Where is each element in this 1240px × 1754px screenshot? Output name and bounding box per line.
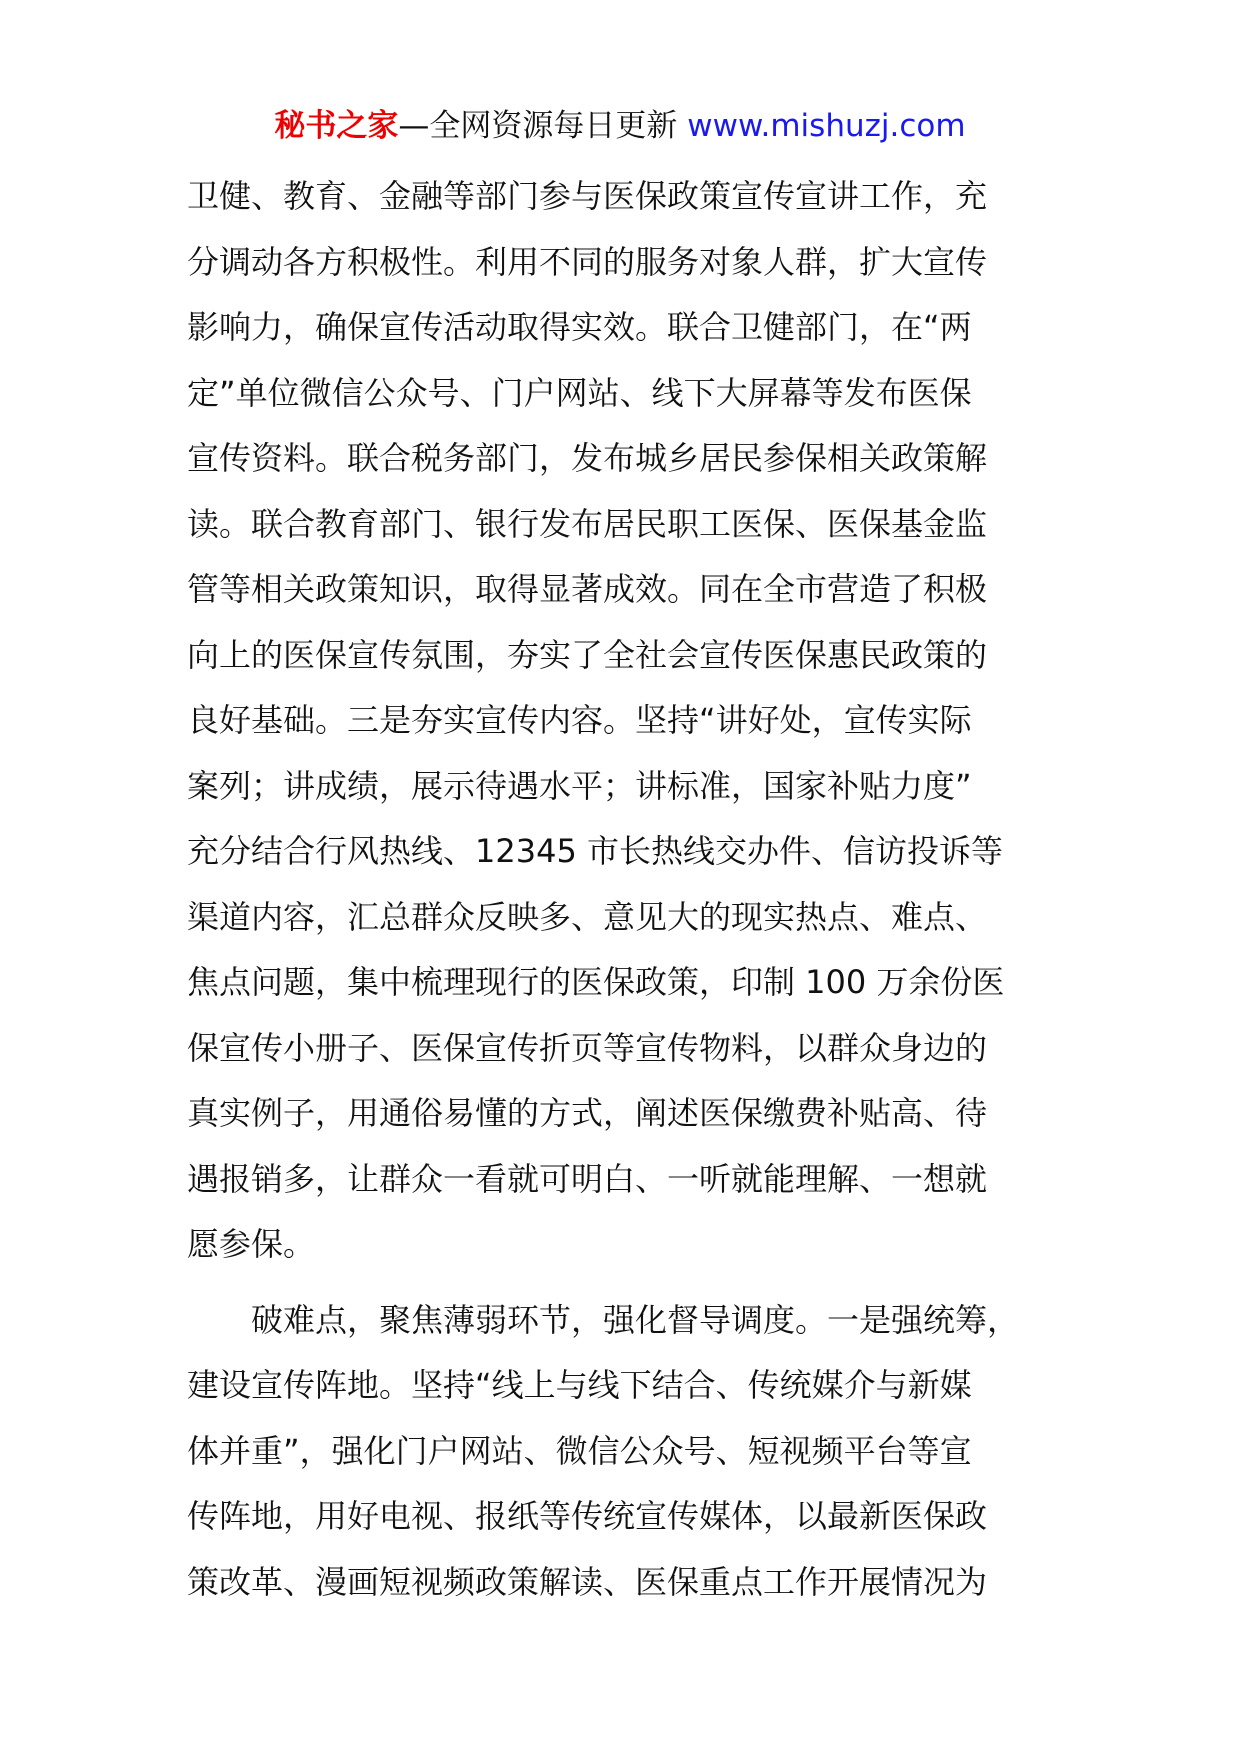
text-line: 读。联合教育部门、银行发布居民职工医保、医保基金监 <box>187 504 988 543</box>
text-line: 宣传资料。联合税务部门，发布城乡居民参保相关政策解 <box>187 439 988 477</box>
brand-name: 秘书之家 <box>274 108 399 144</box>
header-tagline: —全网资源每日更新 <box>398 108 688 144</box>
paragraph-1 <box>187 164 1063 1278</box>
text-line: 影响力，确保宣传活动取得实效。联合卫健部门，在“两 <box>187 308 972 346</box>
text-line: 遇报销多，让群众一看就可明白、一听就能理解、一想就 <box>187 1159 988 1198</box>
text-line: 渠道内容，汇总群众反映多、意见大的现实热点、难点、 <box>187 897 988 936</box>
text-line: 分调动各方积极性。利用不同的服务对象人群，扩大宣传 <box>187 242 988 281</box>
text-line: 管等相关政策知识，取得显著成效。同在全市营造了积极 <box>187 570 988 608</box>
text-line: 案列；讲成绩，展示待遇水平；讲标准，国家补贴力度” <box>187 766 972 805</box>
text-line: 充分结合行风热线、12345 市长热线交办件、信访投诉等 <box>187 832 1003 870</box>
document-body <box>187 164 1063 1615</box>
text-line: 体并重”，强化门户网站、微信公众号、短视频平台等宣 <box>187 1431 972 1470</box>
text-line: 定”单位微信公众号、门户网站、线下大屏幕等发布医保 <box>187 373 972 412</box>
text-line: 焦点问题，集中梳理现行的医保政策，印制 100 万余份医 <box>187 963 1005 1001</box>
text-line: 建设宣传阵地。坚持“线上与线下结合、传统媒介与新媒 <box>187 1366 972 1404</box>
text-line: 愿参保。 <box>187 1225 316 1263</box>
site-url-link[interactable]: www.mishuzj.com <box>687 108 966 144</box>
text-line: 破难点，聚焦薄弱环节，强化督导调度。一是强统筹， <box>187 1300 1020 1339</box>
paragraph-2 <box>187 1288 1063 1616</box>
text-line: 真实例子，用通俗易懂的方式，阐述医保缴费补贴高、待 <box>187 1094 988 1132</box>
paragraph-gap <box>187 1278 1063 1288</box>
text-line: 向上的医保宣传氛围，夯实了全社会宣传医保惠民政策的 <box>187 635 988 674</box>
text-line: 策改革、漫画短视频政策解读、医保重点工作开展情况为 <box>187 1562 988 1601</box>
site-header <box>0 104 1240 148</box>
text-line: 保宣传小册子、医保宣传折页等宣传物料，以群众身边的 <box>187 1028 988 1067</box>
text-line: 卫健、教育、金融等部门参与医保政策宣传宣讲工作，充 <box>187 177 988 215</box>
text-line: 传阵地，用好电视、报纸等传统宣传媒体，以最新医保政 <box>187 1497 988 1535</box>
text-line: 良好基础。三是夯实宣传内容。坚持“讲好处，宣传实际 <box>187 701 972 739</box>
